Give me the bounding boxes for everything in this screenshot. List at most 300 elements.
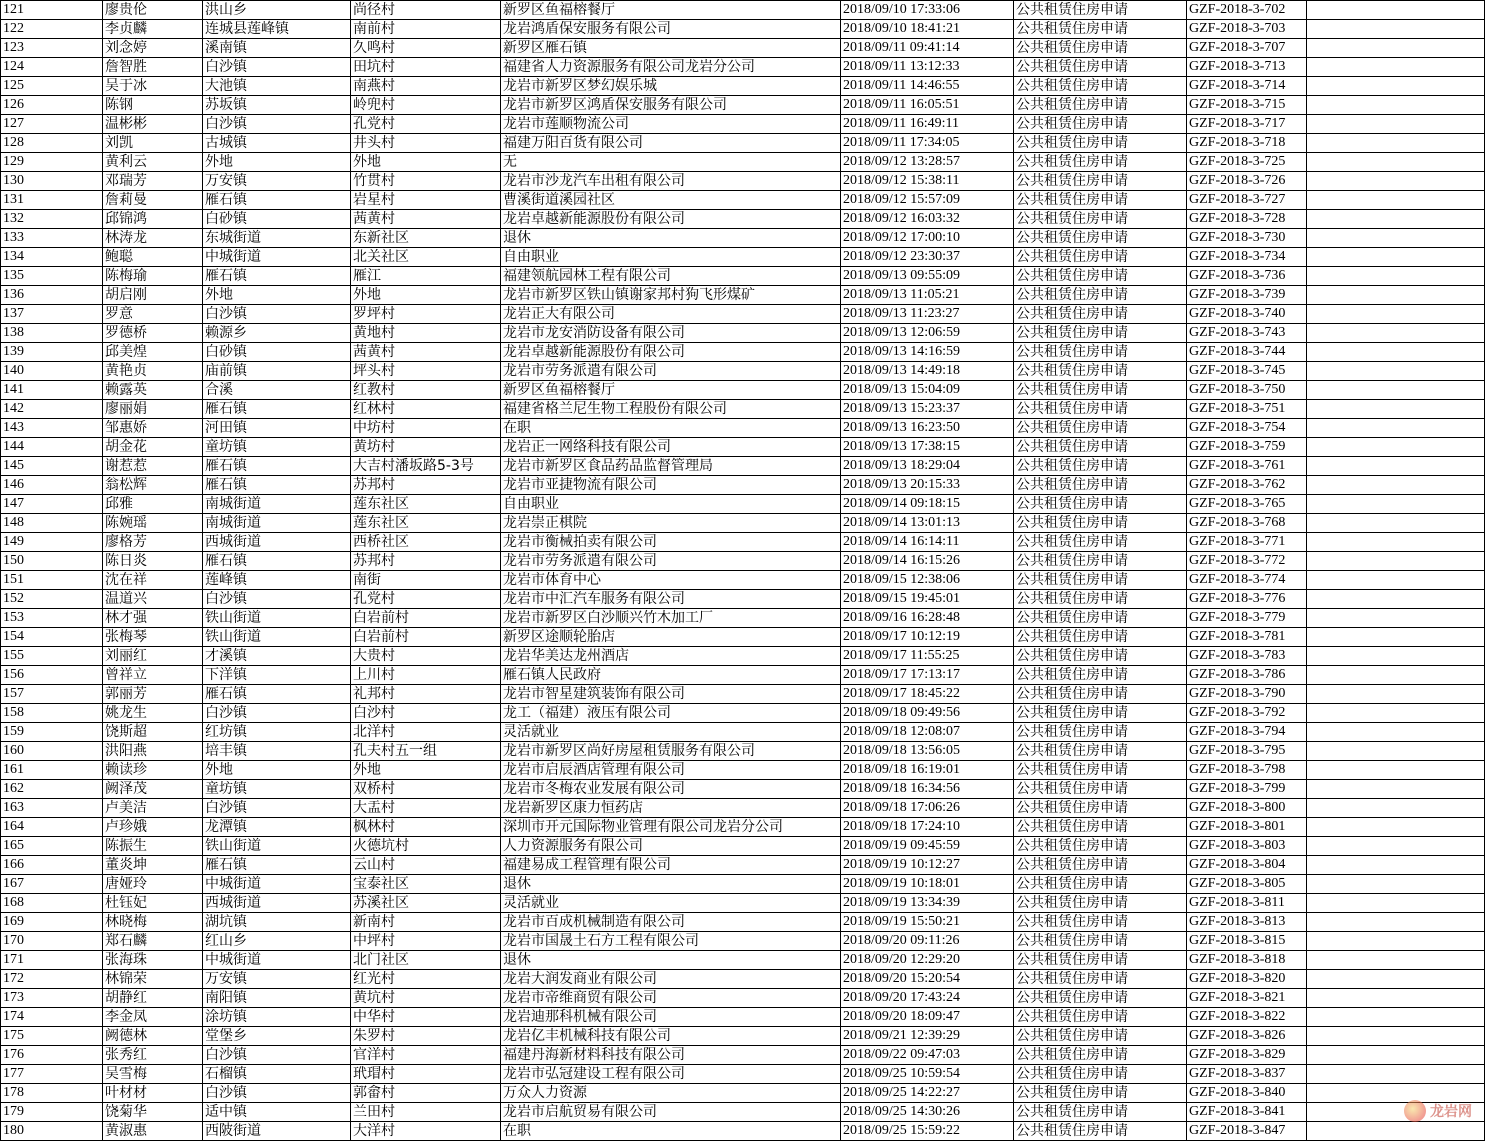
type-cell[interactable]: 公共租赁住房申请 bbox=[1014, 970, 1187, 989]
type-cell[interactable]: 公共租赁住房申请 bbox=[1014, 381, 1187, 400]
village-cell[interactable]: 红光村 bbox=[351, 970, 501, 989]
time-cell[interactable]: 2018/09/14 13:01:13 bbox=[841, 514, 1014, 533]
empty-cell[interactable] bbox=[1307, 666, 1485, 685]
town-cell[interactable]: 白沙镇 bbox=[203, 58, 351, 77]
name-cell[interactable]: 吴于冰 bbox=[103, 77, 203, 96]
empty-cell[interactable] bbox=[1307, 343, 1485, 362]
employer-cell[interactable]: 自由职业 bbox=[501, 495, 841, 514]
town-cell[interactable]: 白沙镇 bbox=[203, 305, 351, 324]
village-cell[interactable]: 兰田村 bbox=[351, 1103, 501, 1122]
employer-cell[interactable]: 龙岩市新罗区铁山镇谢家邦村狗飞形煤矿 bbox=[501, 286, 841, 305]
empty-cell[interactable] bbox=[1307, 153, 1485, 172]
time-cell[interactable]: 2018/09/12 15:38:11 bbox=[841, 172, 1014, 191]
type-cell[interactable]: 公共租赁住房申请 bbox=[1014, 153, 1187, 172]
employer-cell[interactable]: 龙岩市亚捷物流有限公司 bbox=[501, 476, 841, 495]
employer-cell[interactable]: 龙岩华美达龙州酒店 bbox=[501, 647, 841, 666]
village-cell[interactable]: 尚径村 bbox=[351, 1, 501, 20]
employer-cell[interactable]: 龙岩市新罗区梦幻娱乐城 bbox=[501, 77, 841, 96]
time-cell[interactable]: 2018/09/13 20:15:33 bbox=[841, 476, 1014, 495]
type-cell[interactable]: 公共租赁住房申请 bbox=[1014, 438, 1187, 457]
code-cell[interactable]: GZF-2018-3-803 bbox=[1187, 837, 1307, 856]
row-number-cell[interactable]: 127 bbox=[1, 115, 103, 134]
name-cell[interactable]: 张梅琴 bbox=[103, 628, 203, 647]
town-cell[interactable]: 莲峰镇 bbox=[203, 571, 351, 590]
village-cell[interactable]: 官洋村 bbox=[351, 1046, 501, 1065]
village-cell[interactable]: 外地 bbox=[351, 153, 501, 172]
name-cell[interactable]: 邱锦鸿 bbox=[103, 210, 203, 229]
type-cell[interactable]: 公共租赁住房申请 bbox=[1014, 552, 1187, 571]
village-cell[interactable]: 枫林村 bbox=[351, 818, 501, 837]
name-cell[interactable]: 卢珍娥 bbox=[103, 818, 203, 837]
row-number-cell[interactable]: 130 bbox=[1, 172, 103, 191]
village-cell[interactable]: 中坊村 bbox=[351, 419, 501, 438]
time-cell[interactable]: 2018/09/12 16:03:32 bbox=[841, 210, 1014, 229]
type-cell[interactable]: 公共租赁住房申请 bbox=[1014, 267, 1187, 286]
row-number-cell[interactable]: 121 bbox=[1, 1, 103, 20]
code-cell[interactable]: GZF-2018-3-774 bbox=[1187, 571, 1307, 590]
employer-cell[interactable]: 龙岩卓越新能源股份有限公司 bbox=[501, 210, 841, 229]
type-cell[interactable]: 公共租赁住房申请 bbox=[1014, 514, 1187, 533]
village-cell[interactable]: 孔党村 bbox=[351, 590, 501, 609]
employer-cell[interactable]: 无 bbox=[501, 153, 841, 172]
code-cell[interactable]: GZF-2018-3-730 bbox=[1187, 229, 1307, 248]
employer-cell[interactable]: 龙岩市新罗区白沙顺兴竹木加工厂 bbox=[501, 609, 841, 628]
row-number-cell[interactable]: 171 bbox=[1, 951, 103, 970]
name-cell[interactable]: 洪阳燕 bbox=[103, 742, 203, 761]
empty-cell[interactable] bbox=[1307, 647, 1485, 666]
empty-cell[interactable] bbox=[1307, 210, 1485, 229]
time-cell[interactable]: 2018/09/13 14:16:59 bbox=[841, 343, 1014, 362]
time-cell[interactable]: 2018/09/11 09:41:14 bbox=[841, 39, 1014, 58]
code-cell[interactable]: GZF-2018-3-761 bbox=[1187, 457, 1307, 476]
time-cell[interactable]: 2018/09/13 12:06:59 bbox=[841, 324, 1014, 343]
town-cell[interactable]: 涂坊镇 bbox=[203, 1008, 351, 1027]
empty-cell[interactable] bbox=[1307, 476, 1485, 495]
employer-cell[interactable]: 龙岩鸿盾保安服务有限公司 bbox=[501, 20, 841, 39]
employer-cell[interactable]: 龙岩卓越新能源股份有限公司 bbox=[501, 343, 841, 362]
time-cell[interactable]: 2018/09/12 23:30:37 bbox=[841, 248, 1014, 267]
village-cell[interactable]: 孔夫村五一组 bbox=[351, 742, 501, 761]
time-cell[interactable]: 2018/09/13 15:23:37 bbox=[841, 400, 1014, 419]
employer-cell[interactable]: 龙岩市体育中心 bbox=[501, 571, 841, 590]
code-cell[interactable]: GZF-2018-3-805 bbox=[1187, 875, 1307, 894]
type-cell[interactable]: 公共租赁住房申请 bbox=[1014, 1008, 1187, 1027]
empty-cell[interactable] bbox=[1307, 438, 1485, 457]
name-cell[interactable]: 谢惹惹 bbox=[103, 457, 203, 476]
name-cell[interactable]: 李贞麟 bbox=[103, 20, 203, 39]
type-cell[interactable]: 公共租赁住房申请 bbox=[1014, 799, 1187, 818]
type-cell[interactable]: 公共租赁住房申请 bbox=[1014, 666, 1187, 685]
row-number-cell[interactable]: 156 bbox=[1, 666, 103, 685]
village-cell[interactable]: 茜黄村 bbox=[351, 343, 501, 362]
empty-cell[interactable] bbox=[1307, 970, 1485, 989]
type-cell[interactable]: 公共租赁住房申请 bbox=[1014, 1046, 1187, 1065]
town-cell[interactable]: 溪南镇 bbox=[203, 39, 351, 58]
town-cell[interactable]: 南城街道 bbox=[203, 514, 351, 533]
type-cell[interactable]: 公共租赁住房申请 bbox=[1014, 191, 1187, 210]
name-cell[interactable]: 曾祥立 bbox=[103, 666, 203, 685]
empty-cell[interactable] bbox=[1307, 799, 1485, 818]
town-cell[interactable]: 雁石镇 bbox=[203, 476, 351, 495]
name-cell[interactable]: 刘丽红 bbox=[103, 647, 203, 666]
village-cell[interactable]: 云山村 bbox=[351, 856, 501, 875]
employer-cell[interactable]: 新罗区途顺轮胎店 bbox=[501, 628, 841, 647]
code-cell[interactable]: GZF-2018-3-707 bbox=[1187, 39, 1307, 58]
code-cell[interactable]: GZF-2018-3-703 bbox=[1187, 20, 1307, 39]
row-number-cell[interactable]: 168 bbox=[1, 894, 103, 913]
village-cell[interactable]: 白沙村 bbox=[351, 704, 501, 723]
row-number-cell[interactable]: 138 bbox=[1, 324, 103, 343]
empty-cell[interactable] bbox=[1307, 58, 1485, 77]
village-cell[interactable]: 朱罗村 bbox=[351, 1027, 501, 1046]
employer-cell[interactable]: 龙岩市国晟土石方工程有限公司 bbox=[501, 932, 841, 951]
employer-cell[interactable]: 灵活就业 bbox=[501, 894, 841, 913]
time-cell[interactable]: 2018/09/14 16:15:26 bbox=[841, 552, 1014, 571]
code-cell[interactable]: GZF-2018-3-745 bbox=[1187, 362, 1307, 381]
village-cell[interactable]: 玳瑁村 bbox=[351, 1065, 501, 1084]
employer-cell[interactable]: 龙岩迪那科机械有限公司 bbox=[501, 1008, 841, 1027]
type-cell[interactable]: 公共租赁住房申请 bbox=[1014, 875, 1187, 894]
time-cell[interactable]: 2018/09/19 10:12:27 bbox=[841, 856, 1014, 875]
time-cell[interactable]: 2018/09/18 13:56:05 bbox=[841, 742, 1014, 761]
employer-cell[interactable]: 灵活就业 bbox=[501, 723, 841, 742]
type-cell[interactable]: 公共租赁住房申请 bbox=[1014, 495, 1187, 514]
village-cell[interactable]: 大洋村 bbox=[351, 1122, 501, 1141]
empty-cell[interactable] bbox=[1307, 837, 1485, 856]
employer-cell[interactable]: 龙岩市劳务派遣有限公司 bbox=[501, 362, 841, 381]
type-cell[interactable]: 公共租赁住房申请 bbox=[1014, 58, 1187, 77]
empty-cell[interactable] bbox=[1307, 571, 1485, 590]
employer-cell[interactable]: 龙岩市启航贸易有限公司 bbox=[501, 1103, 841, 1122]
village-cell[interactable]: 双桥村 bbox=[351, 780, 501, 799]
employer-cell[interactable]: 龙岩崇正棋院 bbox=[501, 514, 841, 533]
name-cell[interactable]: 杜钰妃 bbox=[103, 894, 203, 913]
name-cell[interactable]: 叶材材 bbox=[103, 1084, 203, 1103]
time-cell[interactable]: 2018/09/20 09:11:26 bbox=[841, 932, 1014, 951]
employer-cell[interactable]: 龙岩市新罗区食品药品监督管理局 bbox=[501, 457, 841, 476]
name-cell[interactable]: 温彬彬 bbox=[103, 115, 203, 134]
town-cell[interactable]: 白沙镇 bbox=[203, 799, 351, 818]
town-cell[interactable]: 洪山乡 bbox=[203, 1, 351, 20]
time-cell[interactable]: 2018/09/25 10:59:54 bbox=[841, 1065, 1014, 1084]
village-cell[interactable]: 中华村 bbox=[351, 1008, 501, 1027]
type-cell[interactable]: 公共租赁住房申请 bbox=[1014, 1, 1187, 20]
row-number-cell[interactable]: 170 bbox=[1, 932, 103, 951]
name-cell[interactable]: 胡金花 bbox=[103, 438, 203, 457]
row-number-cell[interactable]: 151 bbox=[1, 571, 103, 590]
empty-cell[interactable] bbox=[1307, 77, 1485, 96]
time-cell[interactable]: 2018/09/25 15:59:22 bbox=[841, 1122, 1014, 1141]
employer-cell[interactable]: 福建领航园林工程有限公司 bbox=[501, 267, 841, 286]
town-cell[interactable]: 古城镇 bbox=[203, 134, 351, 153]
type-cell[interactable]: 公共租赁住房申请 bbox=[1014, 115, 1187, 134]
town-cell[interactable]: 万安镇 bbox=[203, 172, 351, 191]
employer-cell[interactable]: 龙岩市龙安消防设备有限公司 bbox=[501, 324, 841, 343]
name-cell[interactable]: 邱雅 bbox=[103, 495, 203, 514]
town-cell[interactable]: 苏坂镇 bbox=[203, 96, 351, 115]
empty-cell[interactable] bbox=[1307, 1, 1485, 20]
town-cell[interactable]: 庙前镇 bbox=[203, 362, 351, 381]
empty-cell[interactable] bbox=[1307, 780, 1485, 799]
town-cell[interactable]: 白沙镇 bbox=[203, 1046, 351, 1065]
code-cell[interactable]: GZF-2018-3-759 bbox=[1187, 438, 1307, 457]
time-cell[interactable]: 2018/09/25 14:22:27 bbox=[841, 1084, 1014, 1103]
village-cell[interactable]: 南街 bbox=[351, 571, 501, 590]
type-cell[interactable]: 公共租赁住房申请 bbox=[1014, 989, 1187, 1008]
empty-cell[interactable] bbox=[1307, 742, 1485, 761]
empty-cell[interactable] bbox=[1307, 362, 1485, 381]
time-cell[interactable]: 2018/09/12 13:28:57 bbox=[841, 153, 1014, 172]
village-cell[interactable]: 苏邦村 bbox=[351, 476, 501, 495]
code-cell[interactable]: GZF-2018-3-837 bbox=[1187, 1065, 1307, 1084]
village-cell[interactable]: 外地 bbox=[351, 761, 501, 780]
empty-cell[interactable] bbox=[1307, 818, 1485, 837]
row-number-cell[interactable]: 177 bbox=[1, 1065, 103, 1084]
name-cell[interactable]: 刘念婷 bbox=[103, 39, 203, 58]
village-cell[interactable]: 岭兜村 bbox=[351, 96, 501, 115]
time-cell[interactable]: 2018/09/18 17:24:10 bbox=[841, 818, 1014, 837]
town-cell[interactable]: 湖坑镇 bbox=[203, 913, 351, 932]
empty-cell[interactable] bbox=[1307, 191, 1485, 210]
name-cell[interactable]: 邹惠娇 bbox=[103, 419, 203, 438]
employer-cell[interactable]: 龙岩市新罗区尚好房屋租赁服务有限公司 bbox=[501, 742, 841, 761]
code-cell[interactable]: GZF-2018-3-783 bbox=[1187, 647, 1307, 666]
row-number-cell[interactable]: 132 bbox=[1, 210, 103, 229]
empty-cell[interactable] bbox=[1307, 1008, 1485, 1027]
name-cell[interactable]: 李金凤 bbox=[103, 1008, 203, 1027]
code-cell[interactable]: GZF-2018-3-771 bbox=[1187, 533, 1307, 552]
code-cell[interactable]: GZF-2018-3-847 bbox=[1187, 1122, 1307, 1141]
name-cell[interactable]: 邓瑞芳 bbox=[103, 172, 203, 191]
time-cell[interactable]: 2018/09/10 17:33:06 bbox=[841, 1, 1014, 20]
employer-cell[interactable]: 万众人力资源 bbox=[501, 1084, 841, 1103]
row-number-cell[interactable]: 131 bbox=[1, 191, 103, 210]
time-cell[interactable]: 2018/09/13 17:38:15 bbox=[841, 438, 1014, 457]
town-cell[interactable]: 堂堡乡 bbox=[203, 1027, 351, 1046]
town-cell[interactable]: 铁山街道 bbox=[203, 628, 351, 647]
row-number-cell[interactable]: 158 bbox=[1, 704, 103, 723]
type-cell[interactable]: 公共租赁住房申请 bbox=[1014, 571, 1187, 590]
town-cell[interactable]: 白砂镇 bbox=[203, 343, 351, 362]
time-cell[interactable]: 2018/09/17 10:12:19 bbox=[841, 628, 1014, 647]
row-number-cell[interactable]: 145 bbox=[1, 457, 103, 476]
code-cell[interactable]: GZF-2018-3-804 bbox=[1187, 856, 1307, 875]
employer-cell[interactable]: 龙岩市冬梅农业发展有限公司 bbox=[501, 780, 841, 799]
employer-cell[interactable]: 新罗区雁石镇 bbox=[501, 39, 841, 58]
empty-cell[interactable] bbox=[1307, 267, 1485, 286]
type-cell[interactable]: 公共租赁住房申请 bbox=[1014, 400, 1187, 419]
row-number-cell[interactable]: 178 bbox=[1, 1084, 103, 1103]
code-cell[interactable]: GZF-2018-3-734 bbox=[1187, 248, 1307, 267]
town-cell[interactable]: 下洋镇 bbox=[203, 666, 351, 685]
time-cell[interactable]: 2018/09/13 11:05:21 bbox=[841, 286, 1014, 305]
code-cell[interactable]: GZF-2018-3-736 bbox=[1187, 267, 1307, 286]
town-cell[interactable]: 大池镇 bbox=[203, 77, 351, 96]
village-cell[interactable]: 苏溪社区 bbox=[351, 894, 501, 913]
row-number-cell[interactable]: 163 bbox=[1, 799, 103, 818]
row-number-cell[interactable]: 174 bbox=[1, 1008, 103, 1027]
type-cell[interactable]: 公共租赁住房申请 bbox=[1014, 77, 1187, 96]
row-number-cell[interactable]: 133 bbox=[1, 229, 103, 248]
row-number-cell[interactable]: 122 bbox=[1, 20, 103, 39]
type-cell[interactable]: 公共租赁住房申请 bbox=[1014, 1103, 1187, 1122]
time-cell[interactable]: 2018/09/14 16:14:11 bbox=[841, 533, 1014, 552]
type-cell[interactable]: 公共租赁住房申请 bbox=[1014, 39, 1187, 58]
name-cell[interactable]: 黄淑惠 bbox=[103, 1122, 203, 1141]
employer-cell[interactable]: 龙岩市衡械拍卖有限公司 bbox=[501, 533, 841, 552]
village-cell[interactable]: 中坪村 bbox=[351, 932, 501, 951]
time-cell[interactable]: 2018/09/11 17:34:05 bbox=[841, 134, 1014, 153]
town-cell[interactable]: 外地 bbox=[203, 286, 351, 305]
name-cell[interactable]: 唐娅玲 bbox=[103, 875, 203, 894]
empty-cell[interactable] bbox=[1307, 875, 1485, 894]
code-cell[interactable]: GZF-2018-3-744 bbox=[1187, 343, 1307, 362]
village-cell[interactable]: 莲东社区 bbox=[351, 514, 501, 533]
town-cell[interactable]: 才溪镇 bbox=[203, 647, 351, 666]
row-number-cell[interactable]: 155 bbox=[1, 647, 103, 666]
name-cell[interactable]: 黄利云 bbox=[103, 153, 203, 172]
village-cell[interactable]: 黄地村 bbox=[351, 324, 501, 343]
empty-cell[interactable] bbox=[1307, 1065, 1485, 1084]
town-cell[interactable]: 中城街道 bbox=[203, 875, 351, 894]
village-cell[interactable]: 孔党村 bbox=[351, 115, 501, 134]
time-cell[interactable]: 2018/09/13 14:49:18 bbox=[841, 362, 1014, 381]
town-cell[interactable]: 合溪 bbox=[203, 381, 351, 400]
type-cell[interactable]: 公共租赁住房申请 bbox=[1014, 134, 1187, 153]
row-number-cell[interactable]: 128 bbox=[1, 134, 103, 153]
code-cell[interactable]: GZF-2018-3-765 bbox=[1187, 495, 1307, 514]
town-cell[interactable]: 石榴镇 bbox=[203, 1065, 351, 1084]
time-cell[interactable]: 2018/09/16 16:28:48 bbox=[841, 609, 1014, 628]
employer-cell[interactable]: 龙岩市中汇汽车服务有限公司 bbox=[501, 590, 841, 609]
type-cell[interactable]: 公共租赁住房申请 bbox=[1014, 1122, 1187, 1141]
type-cell[interactable]: 公共租赁住房申请 bbox=[1014, 343, 1187, 362]
empty-cell[interactable] bbox=[1307, 856, 1485, 875]
name-cell[interactable]: 詹莉曼 bbox=[103, 191, 203, 210]
row-number-cell[interactable]: 152 bbox=[1, 590, 103, 609]
code-cell[interactable]: GZF-2018-3-718 bbox=[1187, 134, 1307, 153]
type-cell[interactable]: 公共租赁住房申请 bbox=[1014, 856, 1187, 875]
town-cell[interactable]: 童坊镇 bbox=[203, 780, 351, 799]
village-cell[interactable]: 南燕村 bbox=[351, 77, 501, 96]
code-cell[interactable]: GZF-2018-3-768 bbox=[1187, 514, 1307, 533]
employer-cell[interactable]: 龙岩市劳务派遣有限公司 bbox=[501, 552, 841, 571]
village-cell[interactable]: 红教村 bbox=[351, 381, 501, 400]
name-cell[interactable]: 张海珠 bbox=[103, 951, 203, 970]
type-cell[interactable]: 公共租赁住房申请 bbox=[1014, 476, 1187, 495]
row-number-cell[interactable]: 167 bbox=[1, 875, 103, 894]
name-cell[interactable]: 阙泽茂 bbox=[103, 780, 203, 799]
row-number-cell[interactable]: 159 bbox=[1, 723, 103, 742]
code-cell[interactable]: GZF-2018-3-799 bbox=[1187, 780, 1307, 799]
town-cell[interactable]: 中城街道 bbox=[203, 248, 351, 267]
type-cell[interactable]: 公共租赁住房申请 bbox=[1014, 96, 1187, 115]
code-cell[interactable]: GZF-2018-3-820 bbox=[1187, 970, 1307, 989]
code-cell[interactable]: GZF-2018-3-786 bbox=[1187, 666, 1307, 685]
village-cell[interactable]: 北门社区 bbox=[351, 951, 501, 970]
name-cell[interactable]: 温道兴 bbox=[103, 590, 203, 609]
village-cell[interactable]: 大贵村 bbox=[351, 647, 501, 666]
employer-cell[interactable]: 新罗区鱼福榕餐厅 bbox=[501, 381, 841, 400]
code-cell[interactable]: GZF-2018-3-813 bbox=[1187, 913, 1307, 932]
village-cell[interactable]: 岩星村 bbox=[351, 191, 501, 210]
empty-cell[interactable] bbox=[1307, 628, 1485, 647]
town-cell[interactable]: 雁石镇 bbox=[203, 267, 351, 286]
empty-cell[interactable] bbox=[1307, 1122, 1485, 1141]
town-cell[interactable]: 红坊镇 bbox=[203, 723, 351, 742]
village-cell[interactable]: 罗坪村 bbox=[351, 305, 501, 324]
row-number-cell[interactable]: 134 bbox=[1, 248, 103, 267]
name-cell[interactable]: 黄艳贞 bbox=[103, 362, 203, 381]
village-cell[interactable]: 新南村 bbox=[351, 913, 501, 932]
type-cell[interactable]: 公共租赁住房申请 bbox=[1014, 723, 1187, 742]
row-number-cell[interactable]: 157 bbox=[1, 685, 103, 704]
empty-cell[interactable] bbox=[1307, 286, 1485, 305]
code-cell[interactable]: GZF-2018-3-829 bbox=[1187, 1046, 1307, 1065]
employer-cell[interactable]: 龙岩大润发商业有限公司 bbox=[501, 970, 841, 989]
type-cell[interactable]: 公共租赁住房申请 bbox=[1014, 685, 1187, 704]
code-cell[interactable]: GZF-2018-3-762 bbox=[1187, 476, 1307, 495]
empty-cell[interactable] bbox=[1307, 704, 1485, 723]
row-number-cell[interactable]: 143 bbox=[1, 419, 103, 438]
empty-cell[interactable] bbox=[1307, 913, 1485, 932]
row-number-cell[interactable]: 135 bbox=[1, 267, 103, 286]
type-cell[interactable]: 公共租赁住房申请 bbox=[1014, 1065, 1187, 1084]
employer-cell[interactable]: 龙岩正大有限公司 bbox=[501, 305, 841, 324]
name-cell[interactable]: 罗意 bbox=[103, 305, 203, 324]
town-cell[interactable]: 白沙镇 bbox=[203, 704, 351, 723]
town-cell[interactable]: 雁石镇 bbox=[203, 457, 351, 476]
empty-cell[interactable] bbox=[1307, 723, 1485, 742]
town-cell[interactable]: 红山乡 bbox=[203, 932, 351, 951]
town-cell[interactable]: 白砂镇 bbox=[203, 210, 351, 229]
code-cell[interactable]: GZF-2018-3-714 bbox=[1187, 77, 1307, 96]
village-cell[interactable]: 白岩前村 bbox=[351, 628, 501, 647]
name-cell[interactable]: 赖露英 bbox=[103, 381, 203, 400]
village-cell[interactable]: 南前村 bbox=[351, 20, 501, 39]
code-cell[interactable]: GZF-2018-3-726 bbox=[1187, 172, 1307, 191]
village-cell[interactable]: 黄坑村 bbox=[351, 989, 501, 1008]
town-cell[interactable]: 雁石镇 bbox=[203, 856, 351, 875]
code-cell[interactable]: GZF-2018-3-743 bbox=[1187, 324, 1307, 343]
empty-cell[interactable] bbox=[1307, 457, 1485, 476]
town-cell[interactable]: 连城县莲峰镇 bbox=[203, 20, 351, 39]
type-cell[interactable]: 公共租赁住房申请 bbox=[1014, 932, 1187, 951]
empty-cell[interactable] bbox=[1307, 894, 1485, 913]
code-cell[interactable]: GZF-2018-3-794 bbox=[1187, 723, 1307, 742]
code-cell[interactable]: GZF-2018-3-811 bbox=[1187, 894, 1307, 913]
time-cell[interactable]: 2018/09/18 16:19:01 bbox=[841, 761, 1014, 780]
empty-cell[interactable] bbox=[1307, 514, 1485, 533]
row-number-cell[interactable]: 165 bbox=[1, 837, 103, 856]
time-cell[interactable]: 2018/09/13 09:55:09 bbox=[841, 267, 1014, 286]
row-number-cell[interactable]: 148 bbox=[1, 514, 103, 533]
employer-cell[interactable]: 龙岩市智星建筑装饰有限公司 bbox=[501, 685, 841, 704]
name-cell[interactable]: 郑石麟 bbox=[103, 932, 203, 951]
type-cell[interactable]: 公共租赁住房申请 bbox=[1014, 894, 1187, 913]
type-cell[interactable]: 公共租赁住房申请 bbox=[1014, 305, 1187, 324]
type-cell[interactable]: 公共租赁住房申请 bbox=[1014, 248, 1187, 267]
time-cell[interactable]: 2018/09/19 09:45:59 bbox=[841, 837, 1014, 856]
name-cell[interactable]: 廖格芳 bbox=[103, 533, 203, 552]
row-number-cell[interactable]: 164 bbox=[1, 818, 103, 837]
town-cell[interactable]: 适中镇 bbox=[203, 1103, 351, 1122]
time-cell[interactable]: 2018/09/17 17:13:17 bbox=[841, 666, 1014, 685]
village-cell[interactable]: 礼邦村 bbox=[351, 685, 501, 704]
code-cell[interactable]: GZF-2018-3-792 bbox=[1187, 704, 1307, 723]
empty-cell[interactable] bbox=[1307, 39, 1485, 58]
row-number-cell[interactable]: 129 bbox=[1, 153, 103, 172]
